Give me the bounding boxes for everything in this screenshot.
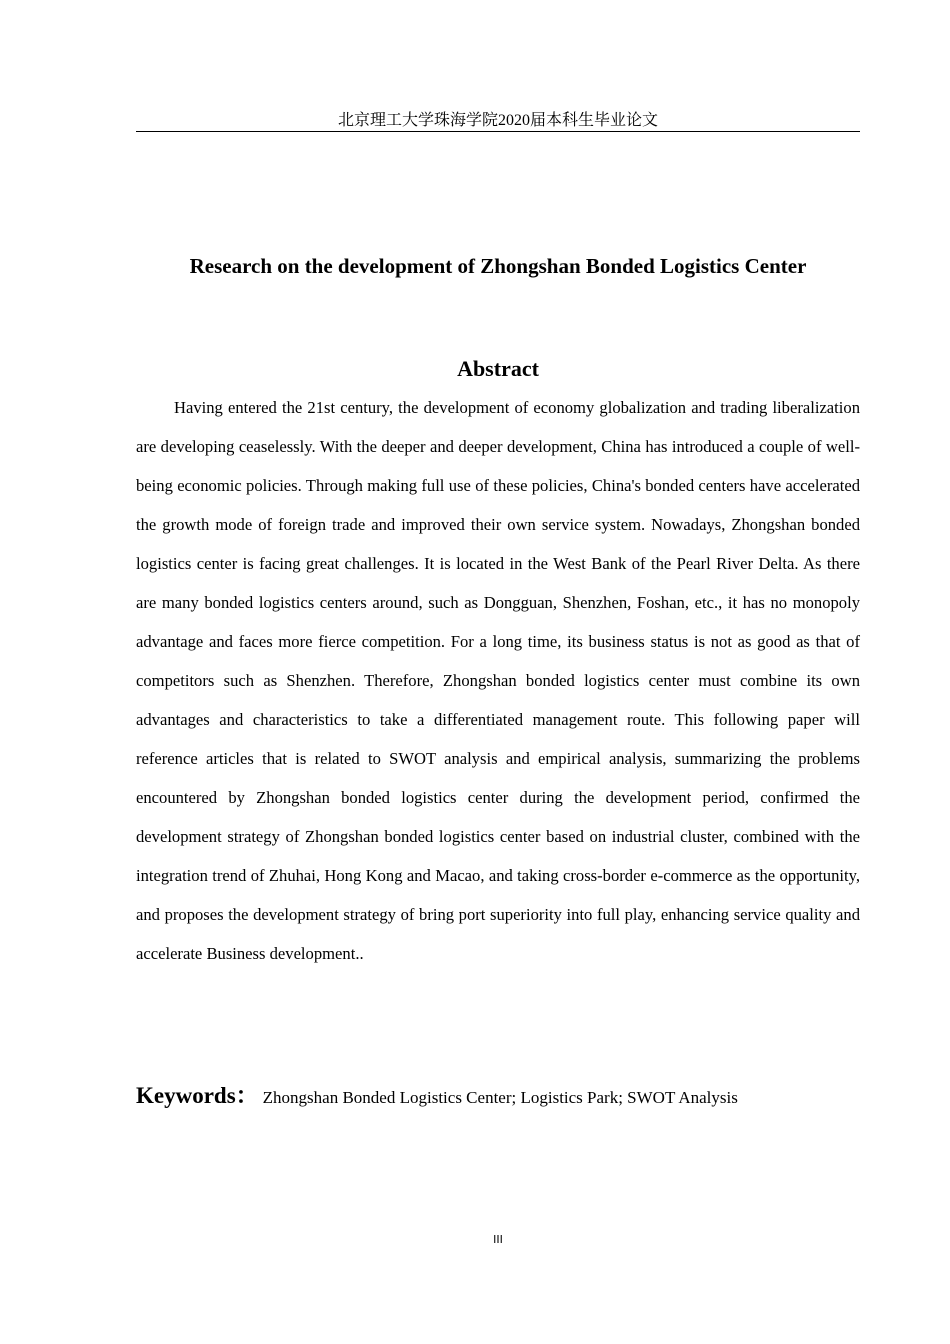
- header-divider: [136, 131, 860, 132]
- keywords-values: Zhongshan Bonded Logistics Center; Logistics Park; SWOT Analysis: [262, 1088, 738, 1107]
- abstract-heading: Abstract: [457, 356, 539, 381]
- paper-title: Research on the development of Zhongshan Bonded Logistics Center: [189, 254, 807, 278]
- keywords-line: [136, 1078, 860, 1116]
- running-header: 北京理工大学珠海学院2020届本科生毕业论文: [337, 112, 658, 129]
- page-number: III: [493, 1233, 503, 1246]
- keywords-label: Keywords：: [136, 1083, 259, 1108]
- abstract-body: Having entered the 21st century, the development of economy globalization and trading liberalization are developing ceaselessly. With the deeper and deeper development, China has introduced a couple of well-being economic policies. Through making full use of these policies, China's bonded centers have accelerated the growth mode of foreign trade and improved their own service system. Nowadays, Zhongshan bonded logistics center is facing great challenges. It is located in the West Bank of the Pearl River Delta. As there are many bonded logistics centers around, such as Dongguan, Shenzhen, Foshan, etc., it has no monopoly advantage and faces more fierce competition. For a long time, its business status is not as good as that of competitors such as Shenzhen. Therefore, Zhongshan bonded logistics center must combine its own advantages and characteristics to take a differentiated management route. This following paper will reference articles that is related to SWOT analysis and empirical analysis, summarizing the problems encountered by Zhongshan bonded logistics center during the development period, confirmed the development strategy of Zhongshan bonded logistics center based on industrial cluster, combined with the integration trend of Zhuhai, Hong Kong and Macao, and taking cross-border e-commerce as the opportunity, and proposes the development strategy of bring port superiority into full play, enhancing service quality and accelerate Business development..: [136, 398, 860, 963]
